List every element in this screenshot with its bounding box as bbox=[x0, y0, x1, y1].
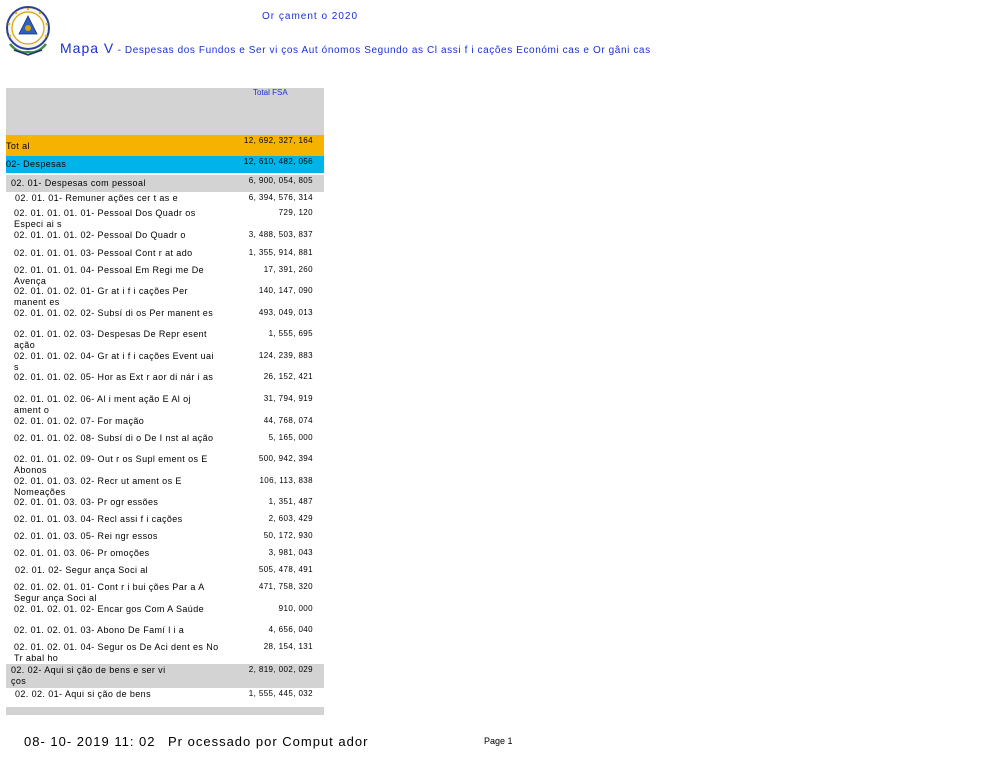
table-row-despesas bbox=[6, 156, 324, 173]
row-value: 6, 394, 576, 314 bbox=[248, 193, 313, 202]
row-label: 02. 01. 01. 02. 01- Gr at i f i cações Per manent es bbox=[14, 286, 188, 307]
row-label: 02. 01. 01. 02. 03- Despesas De Repr esent ação bbox=[14, 329, 207, 350]
row-value: 3, 488, 503, 837 bbox=[248, 230, 313, 239]
row-label: Tot al bbox=[6, 141, 30, 151]
row-label: 02. 01. 01. 02. 05- Hor as Ext r aor di nár i as bbox=[14, 372, 214, 382]
row-value: 12, 692, 327, 164 bbox=[243, 136, 313, 145]
footer-date: 08- 10- 2019 11: 02 bbox=[24, 734, 156, 749]
row-value: 505, 478, 491 bbox=[258, 565, 313, 574]
row-label: 02. 01. 01. 03. 03- Pr ogr essões bbox=[14, 497, 159, 507]
row-value: 729, 120 bbox=[278, 208, 313, 217]
row-value: 17, 391, 260 bbox=[263, 265, 313, 274]
column-header-total-fsa: Total FSA bbox=[253, 88, 288, 97]
row-label: 02. 01- Despesas com pessoal bbox=[11, 178, 146, 188]
column-header-bar bbox=[6, 88, 324, 135]
row-label: 02. 01. 01. 02. 07- For mação bbox=[14, 416, 145, 426]
budget-title: Or çament o 2020 bbox=[262, 11, 359, 22]
row-label: 02. 01. 01. 02. 06- Al i ment ação E Al oj ament o bbox=[14, 394, 191, 415]
row-label: 02. 01. 01. 01. 02- Pessoal Do Quadr o bbox=[14, 230, 186, 240]
row-label: 02. 01. 01. 01. 03- Pessoal Cont r at ado bbox=[14, 248, 193, 258]
row-value: 50, 172, 930 bbox=[263, 531, 313, 540]
row-label: 02. 01. 01- Remuner ações cer t as e bbox=[15, 193, 178, 203]
row-value: 12, 610, 482, 056 bbox=[243, 157, 313, 166]
table-row bbox=[6, 193, 324, 204]
row-label: 02- Despesas bbox=[6, 159, 67, 169]
row-value: 44, 768, 074 bbox=[263, 416, 313, 425]
row-value: 910, 000 bbox=[278, 604, 313, 613]
row-value: 6, 900, 054, 805 bbox=[248, 176, 313, 185]
row-value: 31, 794, 919 bbox=[263, 394, 313, 403]
map-description: - Despesas dos Fundos e Ser vi ços Aut ónomos Segundo as Cl assi f i cações Económi cas e Or gâni cas bbox=[114, 45, 651, 56]
row-label: 02. 01. 01. 03. 02- Recr ut ament os E Nomeações bbox=[14, 476, 182, 497]
footer-processed-by: Pr ocessado por Comput ador bbox=[168, 734, 369, 749]
budget-table bbox=[6, 88, 324, 715]
row-value: 500, 942, 394 bbox=[258, 454, 313, 463]
row-value: 26, 152, 421 bbox=[263, 372, 313, 381]
row-label: 02. 01. 02. 01. 02- Encar gos Com A Saúde bbox=[14, 604, 205, 614]
row-value: 2, 819, 002, 029 bbox=[248, 665, 313, 674]
row-value: 28, 154, 131 bbox=[263, 642, 313, 651]
coat-of-arms-emblem bbox=[4, 4, 52, 58]
map-title bbox=[60, 40, 651, 56]
row-label: 02. 01. 01. 01. 04- Pessoal Em Regi me De Avença bbox=[14, 265, 204, 286]
row-value: 5, 165, 000 bbox=[268, 433, 313, 442]
row-label: 02. 01. 01. 02. 08- Subsí di o De I nst al ação bbox=[14, 433, 214, 443]
table-bottom-bar bbox=[6, 707, 324, 715]
row-label: 02. 01. 02- Segur ança Soci al bbox=[15, 565, 149, 575]
row-value: 1, 355, 914, 881 bbox=[248, 248, 313, 257]
row-label: 02. 01. 01. 03. 06- Pr omoções bbox=[14, 548, 150, 558]
row-value: 1, 555, 695 bbox=[268, 329, 313, 338]
row-value: 3, 981, 043 bbox=[268, 548, 313, 557]
row-label: 02. 01. 01. 03. 05- Rei ngr essos bbox=[14, 531, 158, 541]
row-label: 02. 01. 02. 01. 04- Segur os De Aci dent es No Tr abal ho bbox=[14, 642, 219, 663]
row-value: 124, 239, 883 bbox=[258, 351, 313, 360]
footer-page-number: Page 1 bbox=[484, 736, 513, 746]
row-value: 4, 656, 040 bbox=[268, 625, 313, 634]
row-value: 106, 113, 838 bbox=[259, 476, 313, 485]
table-row-group bbox=[6, 664, 324, 688]
row-label: 02. 01. 01. 02. 04- Gr at i f i cações Event uai s bbox=[14, 351, 214, 372]
row-label: 02. 01. 01. 01. 01- Pessoal Dos Quadr os Especi ai s bbox=[14, 208, 196, 229]
row-label: 02. 01. 02. 01. 03- Abono De Famí l i a bbox=[14, 625, 185, 635]
row-label: 02. 01. 01. 03. 04- Recl assi f i cações bbox=[14, 514, 183, 524]
table-row-group bbox=[6, 175, 324, 192]
table-row-total bbox=[6, 135, 324, 156]
row-value: 140, 147, 090 bbox=[258, 286, 313, 295]
row-label: 02. 01. 01. 02. 02- Subsí di os Per manent es bbox=[14, 308, 214, 318]
map-label: Mapa V bbox=[60, 40, 115, 56]
row-value: 471, 758, 320 bbox=[258, 582, 313, 591]
row-label: 02. 01. 01. 02. 09- Out r os Supl ement os E Abonos bbox=[14, 454, 208, 475]
row-value: 2, 603, 429 bbox=[268, 514, 313, 523]
row-label: 02. 02- Aqui si ção de bens e ser vi ços bbox=[11, 665, 166, 686]
row-value: 1, 351, 487 bbox=[268, 497, 313, 506]
row-value: 1, 555, 445, 032 bbox=[248, 689, 313, 698]
row-label: 02. 02. 01- Aqui si ção de bens bbox=[15, 689, 151, 699]
row-label: 02. 01. 02. 01. 01- Cont r i bui ções Par a A Segur ança Soci al bbox=[14, 582, 205, 603]
row-value: 493, 049, 013 bbox=[258, 308, 313, 317]
